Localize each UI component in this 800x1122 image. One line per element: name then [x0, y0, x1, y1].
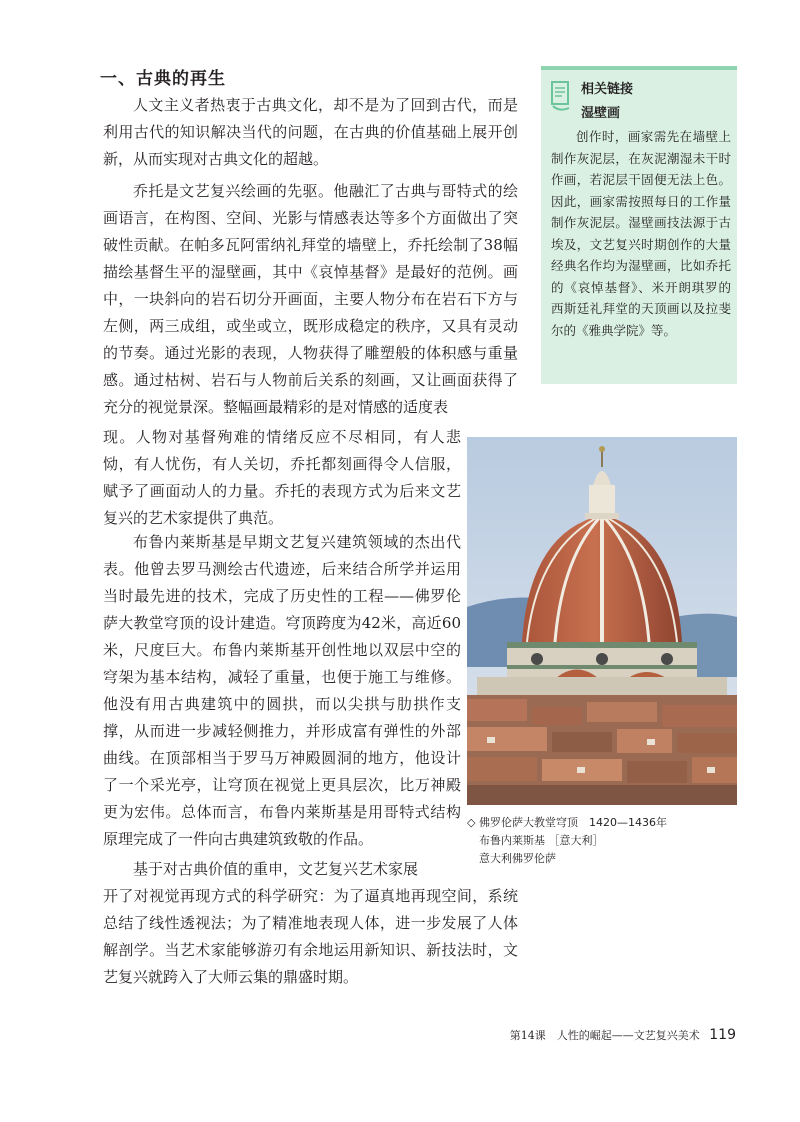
paragraph-4-rest: 开了对视觉再现方式的科学研究：为了逼真地再现空间，系统总结了线性透视法；为了精准地表现人体，进一步发展了人体解剖学。当艺术家能够游刃有余地运用新知识、新技法时，文艺复兴就跨入了大师云集的鼎盛时期。 — [103, 887, 518, 986]
related-link-box — [541, 66, 737, 384]
caption-line-3: 意大利佛罗伦萨 — [479, 852, 556, 865]
paragraph-1: 人文主义者热衷于古典文化，却不是为了回到古代，而是利用古代的知识解决当代的问题，在古典的价值基础上展开创新，从而实现对古典文化的超越。 — [103, 96, 518, 168]
paragraph-2-continued: 现。人物对基督殉难的情绪反应不尽相同，有人悲恸，有人忧伤，有人关切，乔托都刻画得令人信服，赋予了画面动人的力量。乔托的表现方式为后来文艺复兴的艺术家提供了典范。 — [103, 428, 461, 527]
section-title: 一、古典的再生 — [100, 69, 226, 89]
related-link-title: 相关链接 — [581, 82, 634, 97]
document-icon — [549, 80, 575, 114]
related-link-text: 创作时，画家需先在墙壁上制作灰泥层，在灰泥潮湿未干时作画，若泥层干固便无法上色。因此，画家需按照每日的工作量制作灰泥层。湿壁画技法源于古埃及，文艺复兴时期创作的大量经典名作均为湿壁画，比如乔托的《哀悼基督》、米开朗琪罗的西斯廷礼拜堂的天顶画以及拉斐尔的《雅典学院》等。 — [551, 129, 731, 338]
caption-line-2: 布鲁内莱斯基 ［意大利］ — [479, 834, 604, 847]
florence-cathedral-dome-photo — [467, 437, 737, 805]
page-number: 119 — [709, 1027, 736, 1043]
paragraph-4 — [103, 856, 518, 883]
figure-caption — [467, 814, 737, 868]
caption-line-1: ◇ 佛罗伦萨大教堂穹顶 1420—1436年 — [467, 816, 667, 829]
page-footer — [510, 1027, 736, 1043]
lesson-title: 第14课 人性的崛起——文艺复兴美术 — [509, 1029, 700, 1042]
paragraph-4-first-line: 基于对古典价值的重申，文艺复兴艺术家展 — [133, 860, 419, 878]
related-link-subtitle: 湿壁画 — [581, 106, 621, 121]
paragraph-3: 布鲁内莱斯基是早期文艺复兴建筑领域的杰出代表。他曾去罗马测绘古代遗迹，后来结合所学并运用当时最先进的技术，完成了历史性的工程——佛罗伦萨大教堂穹顶的设计建造。穹顶跨度为42米，高近60米，尺度巨大。布鲁内莱斯基开创性地以双层中空的穹架为基本结构，减轻了重量，也便于施工与维修。他没有用古典建筑中的圆拱，而以尖拱与肋拱作支撑，从而进一步减轻侧推力，并形成富有弹性的外部曲线。在顶部相当于罗马万神殿圆洞的地方，他设计了一个采光亭，让穹顶在视觉上更具层次，比万神殿更为宏伟。总体而言，布鲁内莱斯基是用哥特式结构原理完成了一件向古典建筑致敬的作品。 — [103, 533, 461, 848]
dome-illustration — [467, 437, 737, 805]
paragraph-2: 乔托是文艺复兴绘画的先驱。他融汇了古典与哥特式的绘画语言，在构图、空间、光影与情感表达等多个方面做出了突破性贡献。在帕多瓦阿雷纳礼拜堂的墙壁上，乔托绘制了38幅描绘基督生平的湿壁画，其中《哀悼基督》是最好的范例。画中，一块斜向的岩石切分开画面，主要人物分布在岩石下方与左侧，两三成组，或坐或立，既形成稳定的秩序，又具有灵动的节奏。通过光影的表现，人物获得了雕塑般的体积感与重量感。通过枯树、岩石与人物前后关系的刻画，又让画面获得了充分的视觉景深。整幅画最精彩的是对情感的适度表 — [103, 182, 518, 416]
